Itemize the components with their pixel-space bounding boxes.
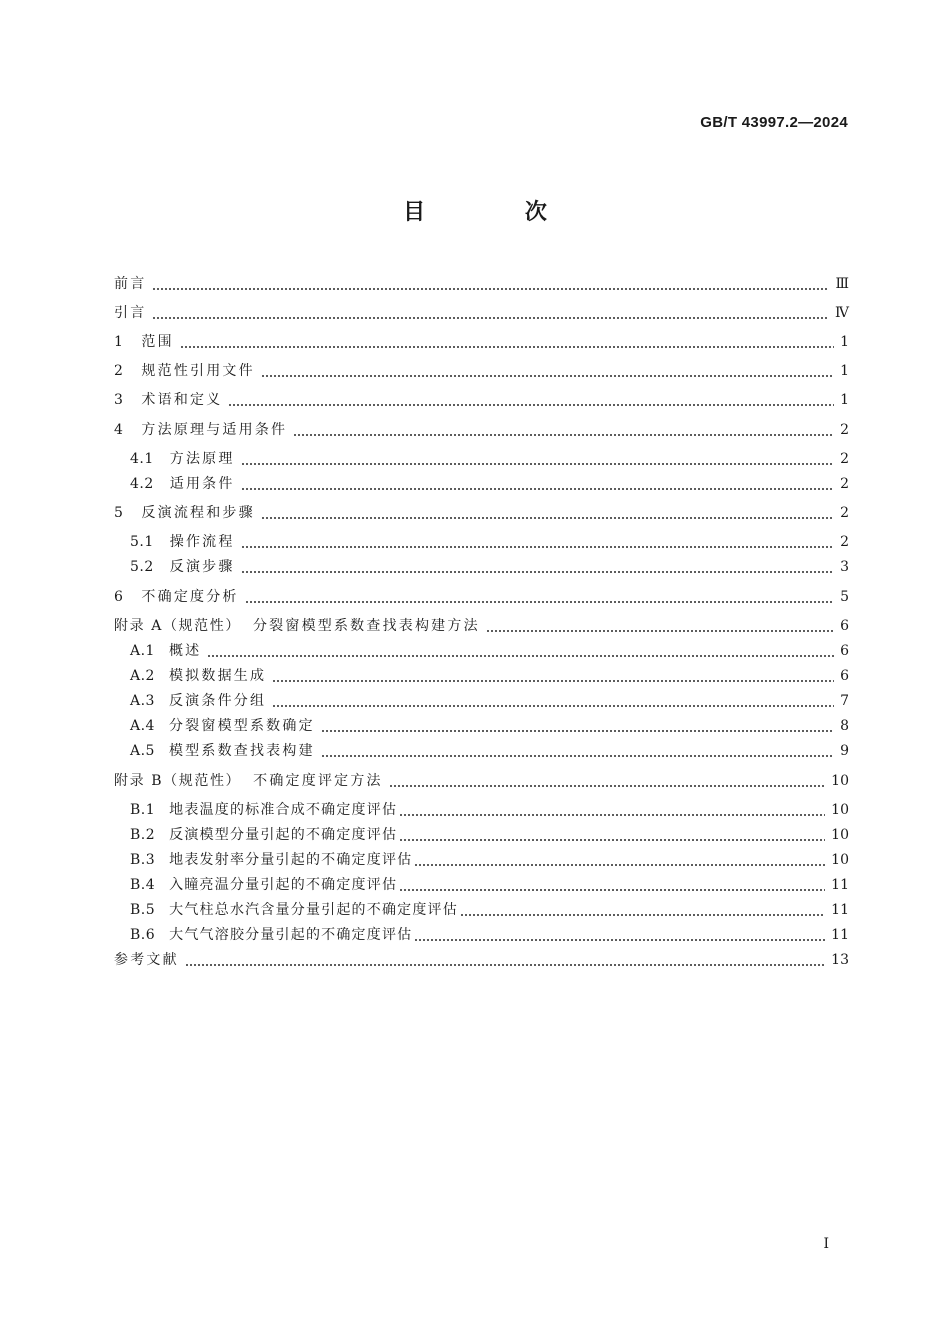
toc-entry-b-4[interactable] (130, 875, 849, 895)
dot-leader (241, 532, 835, 552)
toc-entry-b-1[interactable] (130, 800, 849, 820)
toc-entry-number: 5.1 (130, 534, 154, 550)
toc-entry-b-2[interactable] (130, 825, 849, 845)
standard-code: GB/T 43997.2—2024 (700, 114, 848, 131)
toc-entry-4-2[interactable] (130, 474, 849, 494)
dot-leader (389, 771, 825, 791)
toc-entry-number: B.6 (130, 927, 156, 943)
toc-entry-page: 10 (831, 802, 849, 818)
toc-entry-page: 6 (840, 668, 849, 684)
toc-entry-page: 11 (831, 902, 849, 918)
toc-entry-number: A.1 (130, 643, 155, 659)
toc-entry-title: 范围 (141, 334, 174, 350)
dot-leader (414, 850, 825, 870)
toc-entry-page: 8 (840, 718, 849, 734)
toc-entry-appendix-b[interactable] (114, 771, 849, 791)
toc-entry-number: 附录 B（规范性） (114, 773, 242, 789)
toc-entry-number: A.2 (130, 668, 155, 684)
toc-entry-title: 操作流程 (169, 534, 235, 550)
toc-entry-page: 5 (840, 589, 849, 605)
dot-leader (414, 925, 825, 945)
dot-leader (321, 741, 834, 761)
dot-leader (207, 641, 834, 661)
toc-entry-title: 方法原理 (169, 451, 235, 467)
toc-entry-number: A.3 (130, 693, 155, 709)
dot-leader (241, 557, 835, 577)
toc-entry-page: 6 (840, 643, 849, 659)
toc-entry-number: 2 (114, 363, 124, 379)
toc-entry-3[interactable] (114, 390, 849, 410)
toc-entry-page: 11 (831, 877, 849, 893)
toc-entry-appendix-a[interactable] (114, 616, 849, 636)
toc-entry-title: 反演步骤 (169, 559, 235, 575)
toc-entry-number: B.5 (130, 902, 156, 918)
toc-entry-foreword[interactable] (114, 274, 849, 294)
dot-leader (152, 303, 829, 323)
toc-entry-title: 大气气溶胶分量引起的不确定度评估 (169, 927, 413, 943)
toc-entry-number: 5 (114, 505, 124, 521)
page-title: 目 次 (403, 200, 593, 225)
toc-entry-6[interactable] (114, 587, 849, 607)
toc-entry-a-2[interactable] (130, 666, 849, 686)
toc-entry-title: 大气柱总水汽含量分量引起的不确定度评估 (169, 902, 458, 918)
toc-entry-page: 9 (840, 743, 849, 759)
toc-entry-number: 4 (114, 422, 124, 438)
toc-entry-page: 1 (840, 392, 849, 408)
toc-entry-page: 7 (840, 693, 849, 709)
toc-entry-a-1[interactable] (130, 641, 849, 661)
toc-entry-4-1[interactable] (130, 449, 849, 469)
dot-leader (245, 587, 834, 607)
toc-entry-number: 5.2 (130, 559, 154, 575)
toc-entry-title: 不确定度分析 (141, 589, 239, 605)
dot-leader (399, 825, 825, 845)
toc-entry-page: Ⅳ (835, 305, 849, 321)
toc-entry-number: B.4 (130, 877, 156, 893)
toc-entry-title: 地表温度的标准合成不确定度评估 (169, 802, 398, 818)
toc-entry-title: 反演流程和步骤 (141, 505, 255, 521)
dot-leader (180, 332, 834, 352)
toc-entry-4[interactable] (114, 420, 849, 440)
toc-entry-title: 地表发射率分量引起的不确定度评估 (169, 852, 413, 868)
toc-entry-b-5[interactable] (130, 900, 849, 920)
toc-entry-title: 分裂窗模型系数查找表构建方法 (252, 618, 480, 634)
toc-entry-page: Ⅲ (835, 276, 849, 292)
toc-entry-page: 2 (840, 534, 849, 550)
toc-entry-title: 不确定度评定方法 (253, 773, 383, 789)
toc-entry-5[interactable] (114, 503, 849, 523)
dot-leader (272, 691, 834, 711)
toc-entry-title: 反演条件分组 (168, 693, 267, 709)
toc-entry-a-5[interactable] (130, 741, 849, 761)
dot-leader (261, 361, 834, 381)
toc-entry-title: 反演模型分量引起的不确定度评估 (169, 827, 398, 843)
toc-entry-number: A.4 (130, 718, 155, 734)
toc-entry-number: 3 (114, 392, 124, 408)
toc-entry-title: 模拟数据生成 (168, 668, 267, 684)
toc-entry-introduction[interactable] (114, 303, 849, 323)
toc-entry-5-1[interactable] (130, 532, 849, 552)
dot-leader (460, 900, 825, 920)
toc-entry-5-2[interactable] (130, 557, 849, 577)
dot-leader (321, 716, 834, 736)
toc-entry-2[interactable] (114, 361, 849, 381)
toc-entry-page: 2 (840, 505, 849, 521)
dot-leader (152, 274, 829, 294)
toc-entry-title: 方法原理与适用条件 (141, 422, 288, 438)
dot-leader (293, 420, 834, 440)
toc-entry-page: 1 (840, 334, 849, 350)
dot-leader (261, 503, 834, 523)
toc-entry-title: 分裂窗模型系数确定 (168, 718, 315, 734)
toc-entry-number: 附录 A（规范性） (114, 618, 241, 634)
toc-entry-page: 10 (831, 827, 849, 843)
toc-entry-title: 参考文献 (114, 952, 179, 968)
dot-leader (486, 616, 834, 636)
toc-entry-a-3[interactable] (130, 691, 849, 711)
toc-entry-page: 13 (831, 952, 849, 968)
toc-entry-number: 4.1 (130, 451, 154, 467)
dot-leader (241, 474, 835, 494)
toc-entry-page: 3 (840, 559, 849, 575)
toc-entry-bibliography[interactable] (114, 950, 849, 970)
toc-entry-b-3[interactable] (130, 850, 849, 870)
toc-entry-number: 1 (114, 334, 124, 350)
toc-entry-page: 10 (831, 852, 849, 868)
dot-leader (272, 666, 834, 686)
toc-entry-title: 引言 (114, 305, 147, 321)
toc-entry-number: 4.2 (130, 476, 154, 492)
dot-leader (185, 950, 825, 970)
toc-entry-title: 概述 (168, 643, 202, 659)
toc-entry-b-6[interactable] (130, 925, 849, 945)
toc-entry-a-4[interactable] (130, 716, 849, 736)
toc-entry-number: A.5 (130, 743, 155, 759)
dot-leader (399, 875, 825, 895)
toc-entry-number: B.3 (130, 852, 156, 868)
toc-entry-page: 1 (840, 363, 849, 379)
toc-entry-title: 入瞳亮温分量引起的不确定度评估 (169, 877, 398, 893)
toc-entry-page: 2 (840, 451, 849, 467)
toc-entry-title: 适用条件 (169, 476, 235, 492)
toc-entry-number: B.1 (130, 802, 156, 818)
toc-entry-title: 术语和定义 (141, 392, 223, 408)
toc-entry-title: 模型系数查找表构建 (168, 743, 315, 759)
dot-leader (228, 390, 834, 410)
toc-entry-page: 2 (840, 476, 849, 492)
toc-entry-page: 2 (840, 422, 849, 438)
toc-entry-page: 11 (831, 927, 849, 943)
toc-entry-page: 10 (831, 773, 849, 789)
toc-entry-title: 规范性引用文件 (141, 363, 255, 379)
dot-leader (399, 800, 825, 820)
toc-entry-page: 6 (840, 618, 849, 634)
toc-entry-number: 6 (114, 589, 124, 605)
toc-entry-number: B.2 (130, 827, 156, 843)
toc-entry-1[interactable] (114, 332, 849, 352)
footer-page-number: I (823, 1236, 829, 1252)
dot-leader (241, 449, 835, 469)
toc-entry-title: 前言 (114, 276, 147, 292)
